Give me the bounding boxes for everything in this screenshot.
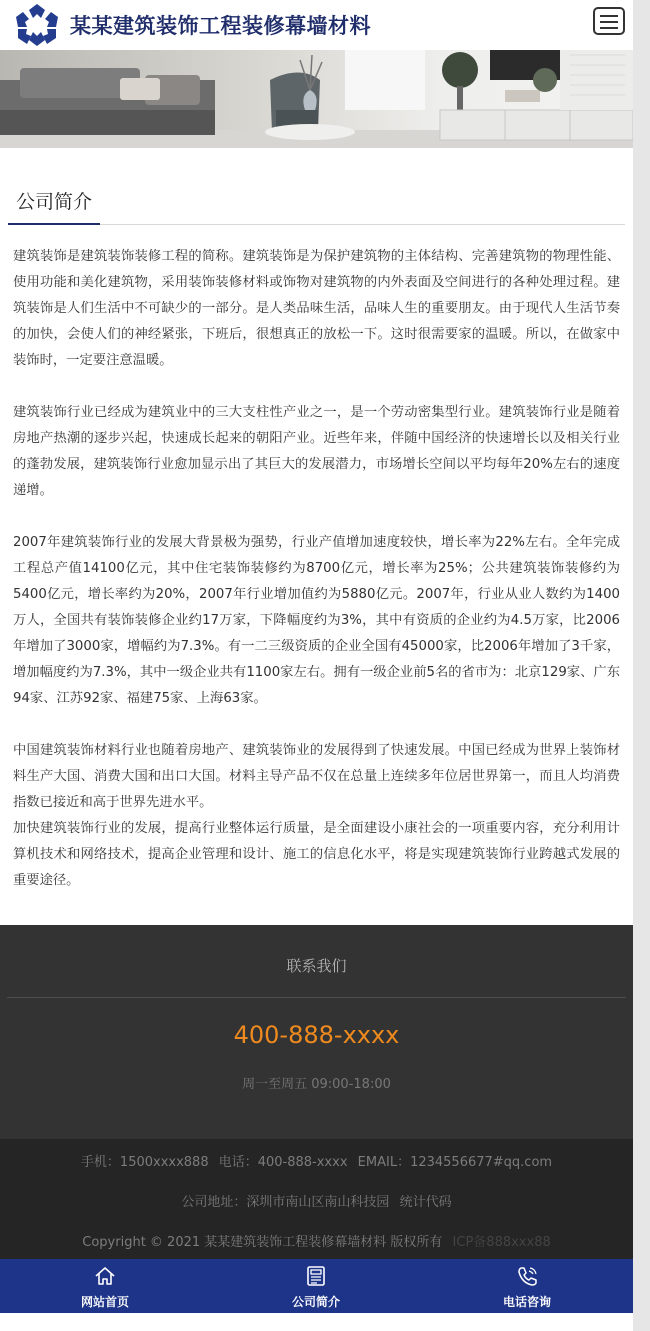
article-paragraph: 2007年建筑装饰行业的发展大背景极为强势，行业产值增加速度较快，增长率为22%左右。全年完成工程总产值14100亿元，其中住宅装饰装修约为8700亿元，增长率为25%；公共建筑装饰装修约为5400亿元，增长率约为20%，2007年行业增加值约为5880亿元。2007年，行业从业人数约为1400万人，全国共有装饰装修企业约17万家，下降幅度约为3%，其中有资质的企业约为4.5万家，比2006年增加了3000家，增幅约为7.3%。有一二三级资质的企业全国有45000家，比2006年增加了3千家，增加幅度约为7.3%，其中一级企业共有1100家左右。拥有一级企业前5名的省市为：北京129家、广东94家、江苏92家、福建75家、上海63家。 [13, 535, 620, 706]
section-title: 公司简介 [8, 186, 100, 225]
contact-title: 联系我们 [286, 957, 347, 975]
footer-stats-link[interactable]: 统计代码 [399, 1195, 452, 1210]
article-paragraph: 建筑装饰是建筑装饰装修工程的简称。建筑装饰是为保护建筑物的主体结构、完善建筑物的物理性能、使用功能和美化建筑物，采用装饰装修材料或饰物对建筑物的内外表面及空间进行的各种处理过程。建筑装饰是人们生活中不可缺少的一部分。是人类品味生活，品味人生的重要朋友。由于现代人生活节奏的加快，会使人们的神经紧张，下班后，很想真正的放松一下。这时很需要家的温暖。所以，在做家中装饰时，一定要注意温暖。 [13, 249, 620, 368]
contact-phone[interactable]: 400-888-xxxx [233, 1021, 400, 1049]
article-paragraph: 中国建筑装饰材料行业也随着房地产、建筑装饰业的发展得到了快速发展。中国已经成为世界上装饰材料生产大国、消费大国和出口大国。材料主导产品不仅在总量上连续多年位居世界第一，而且人均消费指数已接近和高于世界先进水平。 [13, 743, 620, 810]
nav-label-about: 公司简介 [291, 1295, 340, 1309]
hamburger-menu-button[interactable] [593, 7, 625, 35]
nav-item-about[interactable] [256, 1259, 376, 1313]
scrollbar[interactable] [633, 0, 650, 1331]
paragraph-gap [13, 374, 620, 400]
article-paragraph: 加快建筑装饰行业的发展，提高行业整体运行质量，是全面建设小康社会的一项重要内容，充分利用计算机技术和网络技术，提高企业管理和设计、施工的信息化水平，将是实现建筑装饰行业跨越式发展的重要途径。 [13, 821, 620, 888]
footer-email: EMAIL：1234556677#qq.com [357, 1155, 553, 1170]
hamburger-line [600, 27, 618, 29]
hamburger-menu-icon [600, 15, 618, 17]
nav-label-home: 网站首页 [80, 1295, 129, 1309]
contact-section [0, 925, 633, 1139]
nav-item-phone[interactable] [467, 1259, 587, 1313]
banner-image [0, 50, 633, 148]
phone-icon [516, 1265, 538, 1287]
footer-tel: 电话：400-888-xxxx [218, 1155, 348, 1170]
living-room-illustration [0, 50, 633, 148]
paragraph-gap [13, 504, 620, 530]
section-header [8, 186, 625, 225]
footer-copyright-row [0, 1231, 633, 1250]
article-body [13, 244, 620, 894]
header [0, 0, 633, 50]
bottom-nav [0, 1259, 633, 1313]
company-logo-icon[interactable] [12, 2, 62, 48]
hamburger-line [600, 21, 618, 23]
footer-address: 公司地址：深圳市南山区南山科技园 [181, 1195, 390, 1210]
site-title[interactable]: 某某建筑装饰工程装修幕墙材料 [70, 14, 371, 38]
contact-hours: 周一至周五 09:00-18:00 [242, 1077, 391, 1092]
article-paragraph: 建筑装饰行业已经成为建筑业中的三大支柱性产业之一，是一个劳动密集型行业。建筑装饰行业是随着房地产热潮的逐步兴起，快速成长起来的朝阳产业。近些年来，伴随中国经济的快速增长以及相关行业的蓬勃发展，建筑装饰行业愈加显示出了其巨大的发展潜力，市场增长空间以平均每年20%左右的速度递增。 [13, 405, 620, 498]
nav-label-phone: 电话咨询 [502, 1295, 551, 1309]
footer-mobile: 手机：1500xxxx888 [80, 1155, 209, 1170]
footer-address-row [0, 1191, 633, 1210]
footer-copyright: Copyright © 2021 某某建筑装饰工程装修幕墙材料 版权所有 [82, 1235, 443, 1250]
divider [7, 997, 626, 998]
footer-contact-row [0, 1151, 633, 1170]
paragraph-gap [13, 712, 620, 738]
footer-icp-link[interactable]: ICP备888xxx88 [452, 1235, 551, 1250]
footer [0, 1139, 633, 1259]
home-icon [94, 1265, 116, 1287]
document-icon [305, 1265, 327, 1287]
nav-item-home[interactable] [45, 1259, 165, 1313]
